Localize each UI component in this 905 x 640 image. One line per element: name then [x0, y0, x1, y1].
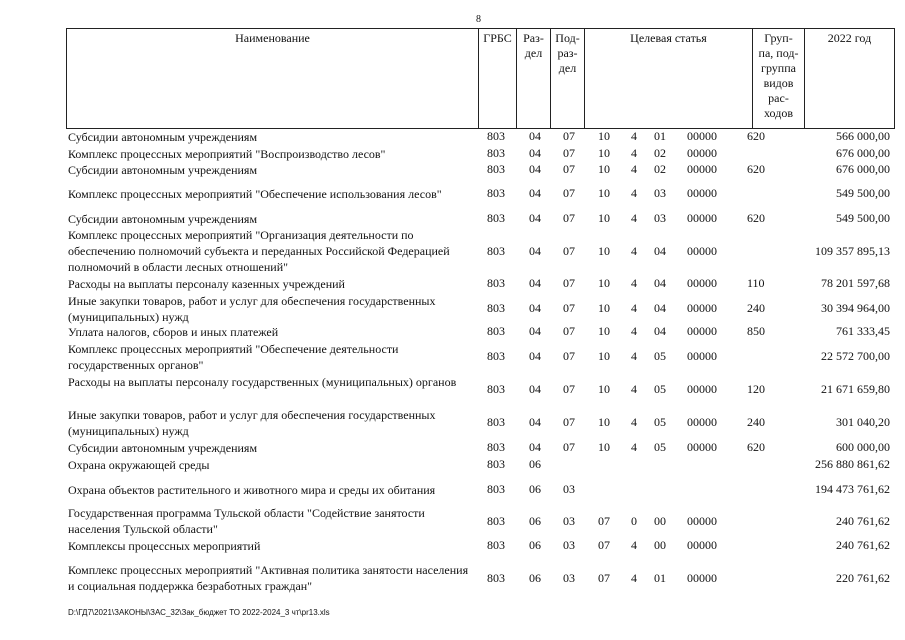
row-grbs: 803: [487, 162, 505, 176]
row-cs-direction: 00000: [687, 129, 717, 143]
row-grbs: 803: [487, 129, 505, 143]
row-grbs: 803: [487, 571, 505, 585]
row-cs-direction: 00000: [687, 538, 717, 552]
row-podrazdel: 07: [563, 382, 575, 396]
row-amount: 109 357 895,13: [815, 244, 890, 258]
row-cs-event: 00: [654, 514, 666, 528]
row-cs-type: 4: [631, 162, 637, 176]
row-cs-event: 04: [654, 301, 666, 315]
row-grbs: 803: [487, 349, 505, 363]
row-podrazdel: 03: [563, 571, 575, 585]
row-cs-direction: 00000: [687, 186, 717, 200]
row-cs-type: 0: [631, 514, 637, 528]
row-cs-direction: 00000: [687, 349, 717, 363]
row-vr: 110: [747, 276, 765, 290]
row-podrazdel: 03: [563, 514, 575, 528]
row-name: Иные закупки товаров, работ и услуг для обеспечения государственных (муниципальных) нужд: [68, 294, 436, 324]
row-amount: 21 671 659,80: [821, 382, 890, 396]
row-razdel: 04: [529, 415, 541, 429]
row-grbs: 803: [487, 146, 505, 160]
row-cs-program: 07: [598, 571, 610, 585]
row-vr: 620: [747, 211, 765, 225]
row-grbs: 803: [487, 276, 505, 290]
row-cs-program: 07: [598, 514, 610, 528]
row-cs-type: 4: [631, 129, 637, 143]
row-razdel: 04: [529, 146, 541, 160]
row-cs-program: 10: [598, 146, 610, 160]
row-cs-type: 4: [631, 276, 637, 290]
row-cs-type: 4: [631, 244, 637, 258]
row-cs-event: 01: [654, 571, 666, 585]
row-grbs: 803: [487, 538, 505, 552]
row-name: Расходы на выплаты персоналу казенных учреждений: [68, 277, 345, 291]
row-vr: 620: [747, 162, 765, 176]
row-razdel: 04: [529, 244, 541, 258]
header-year: 2022 год: [805, 29, 895, 129]
row-name: Субсидии автономным учреждениям: [68, 130, 258, 144]
row-amount: 78 201 597,68: [821, 276, 890, 290]
row-cs-event: 02: [654, 146, 666, 160]
row-cs-type: 4: [631, 211, 637, 225]
row-name: Охрана объектов растительного и животного мира и среды их обитания: [68, 483, 436, 497]
row-razdel: 04: [529, 162, 541, 176]
row-cs-type: 4: [631, 146, 637, 160]
row-amount: 301 040,20: [836, 415, 890, 429]
row-grbs: 803: [487, 415, 505, 429]
row-cs-direction: 00000: [687, 415, 717, 429]
row-razdel: 06: [529, 538, 541, 552]
row-cs-type: 4: [631, 324, 637, 338]
row-razdel: 06: [529, 514, 541, 528]
row-cs-direction: 00000: [687, 276, 717, 290]
row-razdel: 04: [529, 211, 541, 225]
row-name: Иные закупки товаров, работ и услуг для обеспечения государственных (муниципальных) нужд: [68, 408, 436, 438]
row-cs-event: 04: [654, 244, 666, 258]
row-cs-type: 4: [631, 301, 637, 315]
row-podrazdel: 07: [563, 211, 575, 225]
row-name: Субсидии автономным учреждениям: [68, 441, 258, 455]
row-cs-type: 4: [631, 440, 637, 454]
row-cs-direction: 00000: [687, 211, 717, 225]
row-grbs: 803: [487, 324, 505, 338]
row-podrazdel: 07: [563, 129, 575, 143]
row-podrazdel: 03: [563, 482, 575, 496]
row-podrazdel: 07: [563, 244, 575, 258]
row-vr: 240: [747, 415, 765, 429]
row-cs-type: 4: [631, 538, 637, 552]
row-amount: 549 500,00: [836, 186, 890, 200]
row-razdel: 04: [529, 129, 541, 143]
row-razdel: 04: [529, 349, 541, 363]
row-cs-program: 10: [598, 211, 610, 225]
row-razdel: 06: [529, 457, 541, 471]
row-cs-program: 10: [598, 415, 610, 429]
row-podrazdel: 07: [563, 276, 575, 290]
row-cs-program: 07: [598, 538, 610, 552]
row-podrazdel: 07: [563, 301, 575, 315]
row-name: Охрана окружающей среды: [68, 458, 210, 472]
header-vr: Груп- па, под- группа видов рас- ходов: [753, 29, 805, 129]
row-name: Уплата налогов, сборов и иных платежей: [68, 325, 279, 339]
row-grbs: 803: [487, 440, 505, 454]
row-razdel: 04: [529, 186, 541, 200]
header-celevaya-statya: Целевая статья: [585, 29, 753, 129]
row-podrazdel: 07: [563, 162, 575, 176]
row-cs-event: 04: [654, 276, 666, 290]
row-podrazdel: 07: [563, 349, 575, 363]
row-name: Комплекс процессных мероприятий "Воспроизводство лесов": [68, 147, 386, 161]
row-amount: 240 761,62: [836, 538, 890, 552]
row-amount: 676 000,00: [836, 146, 890, 160]
row-amount: 761 333,45: [836, 324, 890, 338]
row-cs-program: 10: [598, 162, 610, 176]
row-amount: 240 761,62: [836, 514, 890, 528]
row-cs-event: 02: [654, 162, 666, 176]
row-cs-direction: 00000: [687, 301, 717, 315]
row-amount: 256 880 861,62: [815, 457, 890, 471]
row-podrazdel: 07: [563, 186, 575, 200]
row-cs-direction: 00000: [687, 324, 717, 338]
row-cs-direction: 00000: [687, 382, 717, 396]
row-cs-event: 03: [654, 211, 666, 225]
row-amount: 549 500,00: [836, 211, 890, 225]
row-cs-program: 10: [598, 276, 610, 290]
row-cs-event: 00: [654, 538, 666, 552]
row-podrazdel: 07: [563, 146, 575, 160]
row-cs-event: 03: [654, 186, 666, 200]
row-amount: 600 000,00: [836, 440, 890, 454]
row-podrazdel: 07: [563, 324, 575, 338]
row-cs-event: 05: [654, 415, 666, 429]
header-podrazdel: Под- раз- дел: [551, 29, 585, 129]
row-amount: 22 572 700,00: [821, 349, 890, 363]
row-grbs: 803: [487, 514, 505, 528]
row-cs-direction: 00000: [687, 514, 717, 528]
row-cs-event: 05: [654, 440, 666, 454]
row-razdel: 04: [529, 382, 541, 396]
row-grbs: 803: [487, 382, 505, 396]
row-razdel: 04: [529, 276, 541, 290]
row-name: Субсидии автономным учреждениям: [68, 212, 258, 226]
row-razdel: 04: [529, 301, 541, 315]
header-grbs: ГРБС: [479, 29, 517, 129]
row-name: Расходы на выплаты персоналу государственных (муниципальных) органов: [68, 375, 457, 389]
row-cs-type: 4: [631, 186, 637, 200]
row-cs-program: 10: [598, 324, 610, 338]
row-amount: 566 000,00: [836, 129, 890, 143]
row-podrazdel: 07: [563, 440, 575, 454]
row-cs-program: 10: [598, 244, 610, 258]
row-vr: 620: [747, 129, 765, 143]
header-name: Наименование: [67, 29, 479, 129]
row-cs-program: 10: [598, 440, 610, 454]
header-razdel: Раз- дел: [517, 29, 551, 129]
row-cs-type: 4: [631, 349, 637, 363]
row-amount: 30 394 964,00: [821, 301, 890, 315]
row-name: Комплекс процессных мероприятий "Обеспечение использования лесов": [68, 187, 442, 201]
row-vr: 620: [747, 440, 765, 454]
row-cs-program: 10: [598, 129, 610, 143]
row-grbs: 803: [487, 211, 505, 225]
row-cs-event: 04: [654, 324, 666, 338]
row-podrazdel: 03: [563, 538, 575, 552]
row-grbs: 803: [487, 186, 505, 200]
file-path-footer: D:\ГД7\2021\ЗАКОНЫ\ЗАС_32\Зак_бюджет ТО 2022-2024_3 чт\pr13.xls: [68, 608, 330, 617]
row-vr: 850: [747, 324, 765, 338]
row-cs-program: 10: [598, 186, 610, 200]
row-cs-type: 4: [631, 415, 637, 429]
row-razdel: 04: [529, 440, 541, 454]
row-name: Государственная программа Тульской области "Содействие занятости населения Тульской области": [68, 506, 425, 536]
row-name: Комплекс процессных мероприятий "Обеспечение деятельности государственных органов": [68, 342, 399, 372]
row-amount: 220 761,62: [836, 571, 890, 585]
row-cs-event: 01: [654, 129, 666, 143]
row-cs-direction: 00000: [687, 571, 717, 585]
row-cs-direction: 00000: [687, 146, 717, 160]
row-vr: 240: [747, 301, 765, 315]
row-cs-program: 10: [598, 382, 610, 396]
row-cs-event: 05: [654, 349, 666, 363]
row-name: Комплекс процессных мероприятий "Активная политика занятости населения и социальная поддержка безработных граждан": [68, 563, 469, 593]
row-name: Субсидии автономным учреждениям: [68, 163, 258, 177]
row-cs-event: 05: [654, 382, 666, 396]
row-cs-direction: 00000: [687, 162, 717, 176]
row-razdel: 06: [529, 482, 541, 496]
row-amount: 194 473 761,62: [815, 482, 890, 496]
row-grbs: 803: [487, 457, 505, 471]
row-grbs: 803: [487, 301, 505, 315]
row-cs-program: 10: [598, 349, 610, 363]
page-number: 8: [476, 14, 481, 25]
row-amount: 676 000,00: [836, 162, 890, 176]
row-cs-type: 4: [631, 571, 637, 585]
row-name: Комплекс процессных мероприятий "Организация деятельности по обеспечению полномочий субъекта и переданных Российской Федерацией полномочий в области лесных отношений": [68, 228, 450, 274]
row-razdel: 06: [529, 571, 541, 585]
row-cs-type: 4: [631, 382, 637, 396]
row-razdel: 04: [529, 324, 541, 338]
row-cs-direction: 00000: [687, 440, 717, 454]
row-grbs: 803: [487, 244, 505, 258]
row-name: Комплексы процессных мероприятий: [68, 539, 261, 553]
row-cs-direction: 00000: [687, 244, 717, 258]
row-vr: 120: [747, 382, 765, 396]
row-grbs: 803: [487, 482, 505, 496]
row-podrazdel: 07: [563, 415, 575, 429]
row-cs-program: 10: [598, 301, 610, 315]
